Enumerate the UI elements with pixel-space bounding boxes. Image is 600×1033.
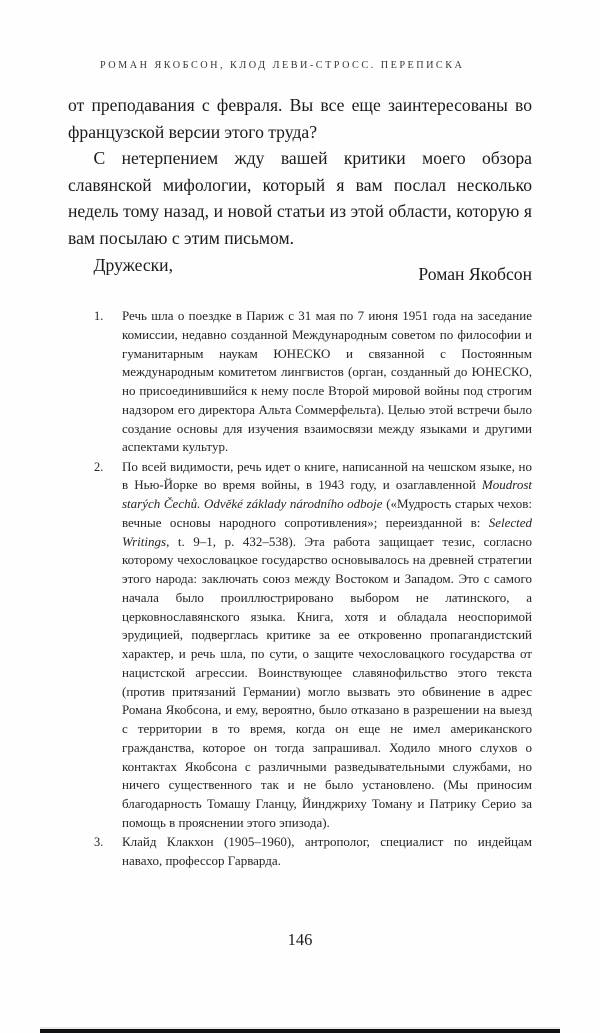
footnote-text-segment: По всей видимости, речь идет о книге, написанной на чешском языке, но в Нью-Йорке во время войны, в 1943 году, и озаглавленной <box>122 458 532 493</box>
footnote-item <box>90 833 532 871</box>
page-number: 146 <box>287 930 313 949</box>
footnote-item <box>90 458 532 833</box>
footnote-item <box>90 307 532 457</box>
letter-body <box>68 92 532 278</box>
footnote-text <box>122 833 532 871</box>
footnote-text-segment: («Мудрость старых чехов: вечные основы народного сопротивления»; переизданной в: <box>122 496 532 530</box>
letter-signature: Роман Якобсон <box>418 264 532 284</box>
footnote-italic-title: Selected Writings <box>122 514 532 549</box>
footnote-text-segment: Речь шла о поездке в Париж с 31 мая по 7 июня 1951 года на заседание комиссии, недавно созданной Международным советом по философии и гуманитарным наукам ЮНЕСКО и связанной с Постоянным международным комитетом лингвистов (орган, созданный до ЮНЕСКО, но присоединившийся к нему после Второй мировой войны под строгим надзором его директора Альта Соммерфельта). Целью этой встречи было создание основы для изучения взаимосвязи между языками и другими аспектами культур. <box>122 308 532 455</box>
footnote-text-segment: , t. 9–1, p. 432–538). Эта работа защищает тезис, согласно которому чехословацкое государство основывалось на древней стратегии этого народа: заключать союз между Востоком и Западом. Это с самого начала было проиллюстрировано выбором не латинского, а церковнославянского языка. Книга, хотя и обладала неоспоримой эрудицией, подверглась критике за ее откровенно пропагандистский характер, и речь шла, по сути, о защите чехословацкого государства от нацистской агрессии. Воинствующее славянофильство этого текста (против притязаний Германии) могло вызвать это обвинение в адрес Романа Якобсона, и ему, вероятно, было отказано в разрешении на выезд с территории в то время, когда он еще не имел американского гражданства, которое он тогда запрашивал. Ходило много слухов о контактах Якобсона с различными разведывательными службами, но ничего существенного так и не было установлено. (Мы приносим благодарность Томашу Гланцу, Йинджриху Томану и Патрику Серио за помощь в прояснении этого эпизода). <box>122 533 532 830</box>
running-header: РОМАН ЯКОБСОН, КЛОД ЛЕВИ-СТРОСС. ПЕРЕПИСКА <box>100 60 465 71</box>
footnote-text <box>122 458 532 833</box>
footnote-text-segment: Клайд Клакхон (1905–1960), антрополог, специалист по индейцам навахо, профессор Гарварда. <box>122 834 532 868</box>
scan-edge-shadow <box>40 1029 560 1033</box>
footnotes-list <box>90 307 532 871</box>
footnote-text <box>122 307 532 457</box>
footnote-italic-title: Moudrost starých Čechů. Odvěké základy národního odboje <box>122 477 532 511</box>
footnote-number: 3. <box>94 835 104 849</box>
footnote-number: 2. <box>94 459 104 474</box>
body-paragraph-1: от преподавания с февраля. Вы все еще заинтересованы во французской версии этого труда? <box>68 95 532 142</box>
body-paragraph-3: Дружески, <box>93 254 173 275</box>
footnote-number: 1. <box>94 309 104 323</box>
body-paragraph-2: С нетерпением жду вашей критики моего обзора славянской мифологии, который я вам послал несколько недель тому назад, и новой статьи из этой области, которую я вам посылаю с этим письмом. <box>68 148 532 248</box>
